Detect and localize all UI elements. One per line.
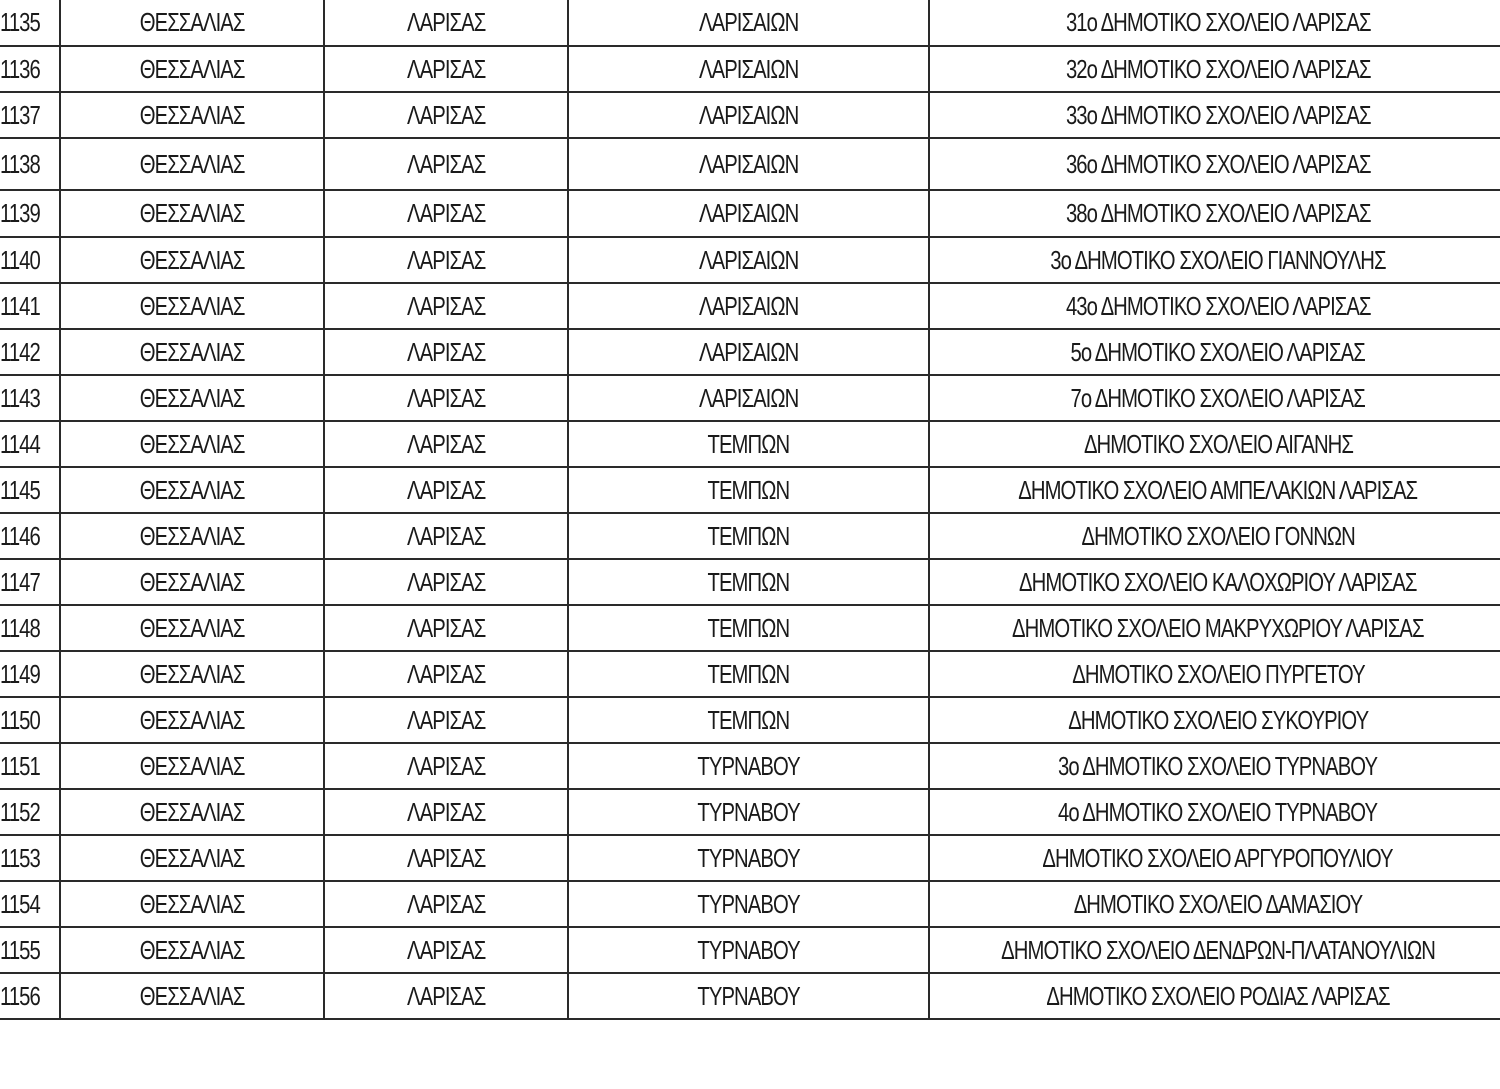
prefecture-cell <box>324 283 568 329</box>
region-name: ΘΕΣΣΑΛΙΑΣ <box>139 888 245 919</box>
school-name: ΔΗΜΟΤΙΚΟ ΣΧΟΛΕΙΟ ΡΟΔΙΑΣ ΛΑΡΙΣΑΣ <box>1046 980 1390 1011</box>
school-cell <box>929 927 1500 973</box>
region-name: ΘΕΣΣΑΛΙΑΣ <box>139 980 245 1011</box>
row-number-cell <box>0 237 60 283</box>
row-number: 1138 <box>0 148 40 179</box>
region-name: ΘΕΣΣΑΛΙΑΣ <box>139 796 245 827</box>
municipality-name: ΛΑΡΙΣΑΙΩΝ <box>698 99 799 130</box>
prefecture-cell <box>324 697 568 743</box>
region-name: ΘΕΣΣΑΛΙΑΣ <box>139 290 245 321</box>
school-cell <box>929 697 1500 743</box>
municipality-cell <box>568 46 929 92</box>
school-cell <box>929 651 1500 697</box>
school-name: ΔΗΜΟΤΙΚΟ ΣΧΟΛΕΙΟ ΠΥΡΓΕΤΟΥ <box>1071 658 1365 689</box>
prefecture-name: ΛΑΡΙΣΑΣ <box>406 888 486 919</box>
municipality-cell <box>568 92 929 138</box>
municipality-cell <box>568 0 929 46</box>
table-row <box>0 0 1500 46</box>
row-number: 1144 <box>0 428 40 459</box>
municipality-name: ΤΕΜΠΩΝ <box>707 428 790 459</box>
school-cell <box>929 973 1500 1019</box>
region-cell <box>60 92 324 138</box>
row-number: 1141 <box>0 290 40 321</box>
row-number-cell <box>0 190 60 237</box>
region-name: ΘΕΣΣΑΛΙΑΣ <box>139 612 245 643</box>
region-cell <box>60 237 324 283</box>
prefecture-name: ΛΑΡΙΣΑΣ <box>406 428 486 459</box>
prefecture-name: ΛΑΡΙΣΑΣ <box>406 336 486 367</box>
region-name: ΘΕΣΣΑΛΙΑΣ <box>139 842 245 873</box>
school-cell <box>929 605 1500 651</box>
table-row <box>0 329 1500 375</box>
prefecture-cell <box>324 881 568 927</box>
row-number: 1155 <box>0 934 40 965</box>
municipality-name: ΛΑΡΙΣΑΙΩΝ <box>698 148 799 179</box>
municipality-name: ΤΥΡΝΑΒΟΥ <box>697 888 800 919</box>
row-number-cell <box>0 697 60 743</box>
school-name: ΔΗΜΟΤΙΚΟ ΣΧΟΛΕΙΟ ΓΟΝΝΩΝ <box>1081 520 1355 551</box>
municipality-name: ΛΑΡΙΣΑΙΩΝ <box>698 382 799 413</box>
school-name: ΔΗΜΟΤΙΚΟ ΣΧΟΛΕΙΟ ΚΑΛΟΧΩΡΙΟΥ ΛΑΡΙΣΑΣ <box>1019 566 1417 597</box>
row-number-cell <box>0 283 60 329</box>
table-row <box>0 835 1500 881</box>
prefecture-name: ΛΑΡΙΣΑΣ <box>406 99 486 130</box>
region-cell <box>60 467 324 513</box>
region-name: ΘΕΣΣΑΛΙΑΣ <box>139 7 245 37</box>
region-cell <box>60 46 324 92</box>
municipality-name: ΤΕΜΠΩΝ <box>707 612 790 643</box>
region-cell <box>60 559 324 605</box>
municipality-name: ΛΑΡΙΣΑΙΩΝ <box>698 290 799 321</box>
prefecture-cell <box>324 559 568 605</box>
prefecture-cell <box>324 743 568 789</box>
school-name: 43ο ΔΗΜΟΤΙΚΟ ΣΧΟΛΕΙΟ ΛΑΡΙΣΑΣ <box>1065 290 1371 321</box>
prefecture-name: ΛΑΡΙΣΑΣ <box>406 934 486 965</box>
table-row <box>0 697 1500 743</box>
row-number: 1147 <box>0 566 40 597</box>
table-row <box>0 375 1500 421</box>
prefecture-name: ΛΑΡΙΣΑΣ <box>406 704 486 735</box>
region-name: ΘΕΣΣΑΛΙΑΣ <box>139 336 245 367</box>
prefecture-name: ΛΑΡΙΣΑΣ <box>406 658 486 689</box>
table-row <box>0 559 1500 605</box>
prefecture-name: ΛΑΡΙΣΑΣ <box>406 566 486 597</box>
school-name: 7ο ΔΗΜΟΤΙΚΟ ΣΧΟΛΕΙΟ ΛΑΡΙΣΑΣ <box>1070 382 1366 413</box>
school-name: ΔΗΜΟΤΙΚΟ ΣΧΟΛΕΙΟ ΔΕΝΔΡΩΝ-ΠΛΑΤΑΝΟΥΛΙΩΝ <box>1001 934 1435 965</box>
prefecture-cell <box>324 92 568 138</box>
school-cell <box>929 283 1500 329</box>
municipality-name: ΛΑΡΙΣΑΙΩΝ <box>698 53 799 84</box>
school-name: ΔΗΜΟΤΙΚΟ ΣΧΟΛΕΙΟ ΑΜΠΕΛΑΚΙΩΝ ΛΑΡΙΣΑΣ <box>1018 474 1418 505</box>
row-number: 1140 <box>0 244 40 275</box>
prefecture-name: ΛΑΡΙΣΑΣ <box>406 53 486 84</box>
school-name: ΔΗΜΟΤΙΚΟ ΣΧΟΛΕΙΟ ΜΑΚΡΥΧΩΡΙΟΥ ΛΑΡΙΣΑΣ <box>1012 612 1424 643</box>
prefecture-name: ΛΑΡΙΣΑΣ <box>406 198 486 228</box>
region-name: ΘΕΣΣΑΛΙΑΣ <box>139 566 245 597</box>
region-cell <box>60 190 324 237</box>
row-number-cell <box>0 605 60 651</box>
region-cell <box>60 605 324 651</box>
school-cell <box>929 46 1500 92</box>
prefecture-name: ΛΑΡΙΣΑΣ <box>406 244 486 275</box>
prefecture-cell <box>324 789 568 835</box>
row-number: 1151 <box>0 750 40 781</box>
row-number: 1154 <box>0 888 40 919</box>
prefecture-cell <box>324 651 568 697</box>
municipality-cell <box>568 467 929 513</box>
school-name: 3ο ΔΗΜΟΤΙΚΟ ΣΧΟΛΕΙΟ ΓΙΑΝΝΟΥΛΗΣ <box>1050 244 1386 275</box>
prefecture-cell <box>324 605 568 651</box>
school-name: ΔΗΜΟΤΙΚΟ ΣΧΟΛΕΙΟ ΣΥΚΟΥΡΙΟΥ <box>1068 704 1368 735</box>
table-row <box>0 46 1500 92</box>
row-number: 1149 <box>0 658 40 689</box>
municipality-name: ΤΕΜΠΩΝ <box>707 566 790 597</box>
row-number-cell <box>0 835 60 881</box>
prefecture-cell <box>324 927 568 973</box>
municipality-cell <box>568 927 929 973</box>
municipality-name: ΤΥΡΝΑΒΟΥ <box>697 796 800 827</box>
region-cell <box>60 329 324 375</box>
municipality-name: ΤΕΜΠΩΝ <box>707 474 790 505</box>
table-row <box>0 283 1500 329</box>
table-row <box>0 789 1500 835</box>
school-cell <box>929 138 1500 190</box>
prefecture-cell <box>324 421 568 467</box>
row-number: 1150 <box>0 704 40 735</box>
prefecture-cell <box>324 46 568 92</box>
school-cell <box>929 190 1500 237</box>
row-number-cell <box>0 513 60 559</box>
prefecture-name: ΛΑΡΙΣΑΣ <box>406 842 486 873</box>
region-cell <box>60 651 324 697</box>
region-name: ΘΕΣΣΑΛΙΑΣ <box>139 428 245 459</box>
region-cell <box>60 789 324 835</box>
region-name: ΘΕΣΣΑΛΙΑΣ <box>139 704 245 735</box>
row-number-cell <box>0 467 60 513</box>
row-number-cell <box>0 743 60 789</box>
school-name: 36ο ΔΗΜΟΤΙΚΟ ΣΧΟΛΕΙΟ ΛΑΡΙΣΑΣ <box>1065 148 1371 179</box>
prefecture-name: ΛΑΡΙΣΑΣ <box>406 612 486 643</box>
row-number-cell <box>0 375 60 421</box>
municipality-cell <box>568 605 929 651</box>
municipality-cell <box>568 651 929 697</box>
municipality-cell <box>568 559 929 605</box>
table-row <box>0 237 1500 283</box>
school-cell <box>929 0 1500 46</box>
region-cell <box>60 283 324 329</box>
prefecture-cell <box>324 0 568 46</box>
municipality-cell <box>568 789 929 835</box>
region-cell <box>60 697 324 743</box>
prefecture-cell <box>324 973 568 1019</box>
row-number-cell <box>0 329 60 375</box>
prefecture-cell <box>324 237 568 283</box>
prefecture-cell <box>324 835 568 881</box>
row-number: 1139 <box>0 198 40 228</box>
prefecture-cell <box>324 375 568 421</box>
row-number-cell <box>0 973 60 1019</box>
row-number: 1148 <box>0 612 40 643</box>
prefecture-name: ΛΑΡΙΣΑΣ <box>406 7 486 37</box>
municipality-name: ΛΑΡΙΣΑΙΩΝ <box>698 7 799 37</box>
row-number-cell <box>0 927 60 973</box>
school-name: ΔΗΜΟΤΙΚΟ ΣΧΟΛΕΙΟ ΑΙΓΑΝΗΣ <box>1083 428 1353 459</box>
school-cell <box>929 743 1500 789</box>
region-cell <box>60 973 324 1019</box>
row-number-cell <box>0 46 60 92</box>
row-number: 1152 <box>0 796 40 827</box>
region-name: ΘΕΣΣΑΛΙΑΣ <box>139 244 245 275</box>
row-number-cell <box>0 559 60 605</box>
municipality-cell <box>568 190 929 237</box>
region-cell <box>60 375 324 421</box>
region-name: ΘΕΣΣΑΛΙΑΣ <box>139 53 245 84</box>
region-cell <box>60 881 324 927</box>
region-name: ΘΕΣΣΑΛΙΑΣ <box>139 99 245 130</box>
row-number: 1136 <box>0 53 40 84</box>
municipality-cell <box>568 743 929 789</box>
region-name: ΘΕΣΣΑΛΙΑΣ <box>139 474 245 505</box>
prefecture-name: ΛΑΡΙΣΑΣ <box>406 520 486 551</box>
school-name: 4ο ΔΗΜΟΤΙΚΟ ΣΧΟΛΕΙΟ ΤΥΡΝΑΒΟΥ <box>1058 796 1378 827</box>
municipality-cell <box>568 283 929 329</box>
municipality-cell <box>568 697 929 743</box>
municipality-cell <box>568 329 929 375</box>
region-name: ΘΕΣΣΑΛΙΑΣ <box>139 382 245 413</box>
school-name: 38ο ΔΗΜΟΤΙΚΟ ΣΧΟΛΕΙΟ ΛΑΡΙΣΑΣ <box>1065 198 1371 228</box>
region-cell <box>60 513 324 559</box>
prefecture-name: ΛΑΡΙΣΑΣ <box>406 980 486 1011</box>
prefecture-cell <box>324 513 568 559</box>
prefecture-cell <box>324 329 568 375</box>
row-number-cell <box>0 0 60 46</box>
prefecture-name: ΛΑΡΙΣΑΣ <box>406 290 486 321</box>
municipality-cell <box>568 881 929 927</box>
municipality-name: ΤΕΜΠΩΝ <box>707 658 790 689</box>
region-cell <box>60 138 324 190</box>
table-row <box>0 927 1500 973</box>
school-cell <box>929 881 1500 927</box>
table-row <box>0 973 1500 1019</box>
school-name: ΔΗΜΟΤΙΚΟ ΣΧΟΛΕΙΟ ΑΡΓΥΡΟΠΟΥΛΙΟΥ <box>1042 842 1394 873</box>
school-name: 32ο ΔΗΜΟΤΙΚΟ ΣΧΟΛΕΙΟ ΛΑΡΙΣΑΣ <box>1065 53 1371 84</box>
table-row <box>0 651 1500 697</box>
municipality-cell <box>568 513 929 559</box>
row-number: 1135 <box>0 7 40 37</box>
row-number: 1143 <box>0 382 40 413</box>
table-row <box>0 467 1500 513</box>
region-cell <box>60 0 324 46</box>
region-name: ΘΕΣΣΑΛΙΑΣ <box>139 520 245 551</box>
prefecture-name: ΛΑΡΙΣΑΣ <box>406 474 486 505</box>
row-number: 1153 <box>0 842 40 873</box>
table-row <box>0 421 1500 467</box>
region-cell <box>60 743 324 789</box>
school-name: 33ο ΔΗΜΟΤΙΚΟ ΣΧΟΛΕΙΟ ΛΑΡΙΣΑΣ <box>1065 99 1371 130</box>
region-cell <box>60 835 324 881</box>
municipality-name: ΤΥΡΝΑΒΟΥ <box>697 934 800 965</box>
municipality-cell <box>568 421 929 467</box>
prefecture-name: ΛΑΡΙΣΑΣ <box>406 148 486 179</box>
school-cell <box>929 513 1500 559</box>
region-cell <box>60 421 324 467</box>
row-number: 1137 <box>0 99 40 130</box>
prefecture-cell <box>324 138 568 190</box>
school-cell <box>929 237 1500 283</box>
municipality-name: ΤΕΜΠΩΝ <box>707 704 790 735</box>
school-cell <box>929 559 1500 605</box>
prefecture-name: ΛΑΡΙΣΑΣ <box>406 382 486 413</box>
municipality-name: ΤΥΡΝΑΒΟΥ <box>697 980 800 1011</box>
school-name: 3ο ΔΗΜΟΤΙΚΟ ΣΧΟΛΕΙΟ ΤΥΡΝΑΒΟΥ <box>1058 750 1378 781</box>
school-cell <box>929 329 1500 375</box>
table-row <box>0 881 1500 927</box>
table-row <box>0 743 1500 789</box>
prefecture-cell <box>324 467 568 513</box>
region-name: ΘΕΣΣΑΛΙΑΣ <box>139 750 245 781</box>
municipality-cell <box>568 237 929 283</box>
prefecture-name: ΛΑΡΙΣΑΣ <box>406 796 486 827</box>
row-number-cell <box>0 881 60 927</box>
row-number: 1146 <box>0 520 40 551</box>
municipality-name: ΛΑΡΙΣΑΙΩΝ <box>698 336 799 367</box>
municipality-name: ΛΑΡΙΣΑΙΩΝ <box>698 244 799 275</box>
school-name: ΔΗΜΟΤΙΚΟ ΣΧΟΛΕΙΟ ΔΑΜΑΣΙΟΥ <box>1073 888 1363 919</box>
row-number-cell <box>0 651 60 697</box>
table-row <box>0 190 1500 237</box>
table-row <box>0 605 1500 651</box>
municipality-cell <box>568 973 929 1019</box>
municipality-cell <box>568 375 929 421</box>
row-number-cell <box>0 789 60 835</box>
municipality-name: ΛΑΡΙΣΑΙΩΝ <box>698 198 799 228</box>
municipality-cell <box>568 835 929 881</box>
school-cell <box>929 467 1500 513</box>
table-row <box>0 92 1500 138</box>
region-name: ΘΕΣΣΑΛΙΑΣ <box>139 658 245 689</box>
region-name: ΘΕΣΣΑΛΙΑΣ <box>139 148 245 179</box>
school-cell <box>929 375 1500 421</box>
school-cell <box>929 835 1500 881</box>
municipality-cell <box>568 138 929 190</box>
row-number: 1142 <box>0 336 40 367</box>
municipality-name: ΤΥΡΝΑΒΟΥ <box>697 842 800 873</box>
school-name: 31ο ΔΗΜΟΤΙΚΟ ΣΧΟΛΕΙΟ ΛΑΡΙΣΑΣ <box>1065 7 1371 37</box>
municipality-name: ΤΕΜΠΩΝ <box>707 520 790 551</box>
row-number: 1145 <box>0 474 40 505</box>
school-cell <box>929 421 1500 467</box>
row-number-cell <box>0 138 60 190</box>
school-cell <box>929 789 1500 835</box>
school-name: 5ο ΔΗΜΟΤΙΚΟ ΣΧΟΛΕΙΟ ΛΑΡΙΣΑΣ <box>1070 336 1366 367</box>
row-number-cell <box>0 421 60 467</box>
row-number: 1156 <box>0 980 40 1011</box>
municipality-name: ΤΥΡΝΑΒΟΥ <box>697 750 800 781</box>
school-cell <box>929 92 1500 138</box>
prefecture-cell <box>324 190 568 237</box>
region-name: ΘΕΣΣΑΛΙΑΣ <box>139 198 245 228</box>
region-name: ΘΕΣΣΑΛΙΑΣ <box>139 934 245 965</box>
prefecture-name: ΛΑΡΙΣΑΣ <box>406 750 486 781</box>
table-row <box>0 138 1500 190</box>
row-number-cell <box>0 92 60 138</box>
region-cell <box>60 927 324 973</box>
table-row <box>0 513 1500 559</box>
